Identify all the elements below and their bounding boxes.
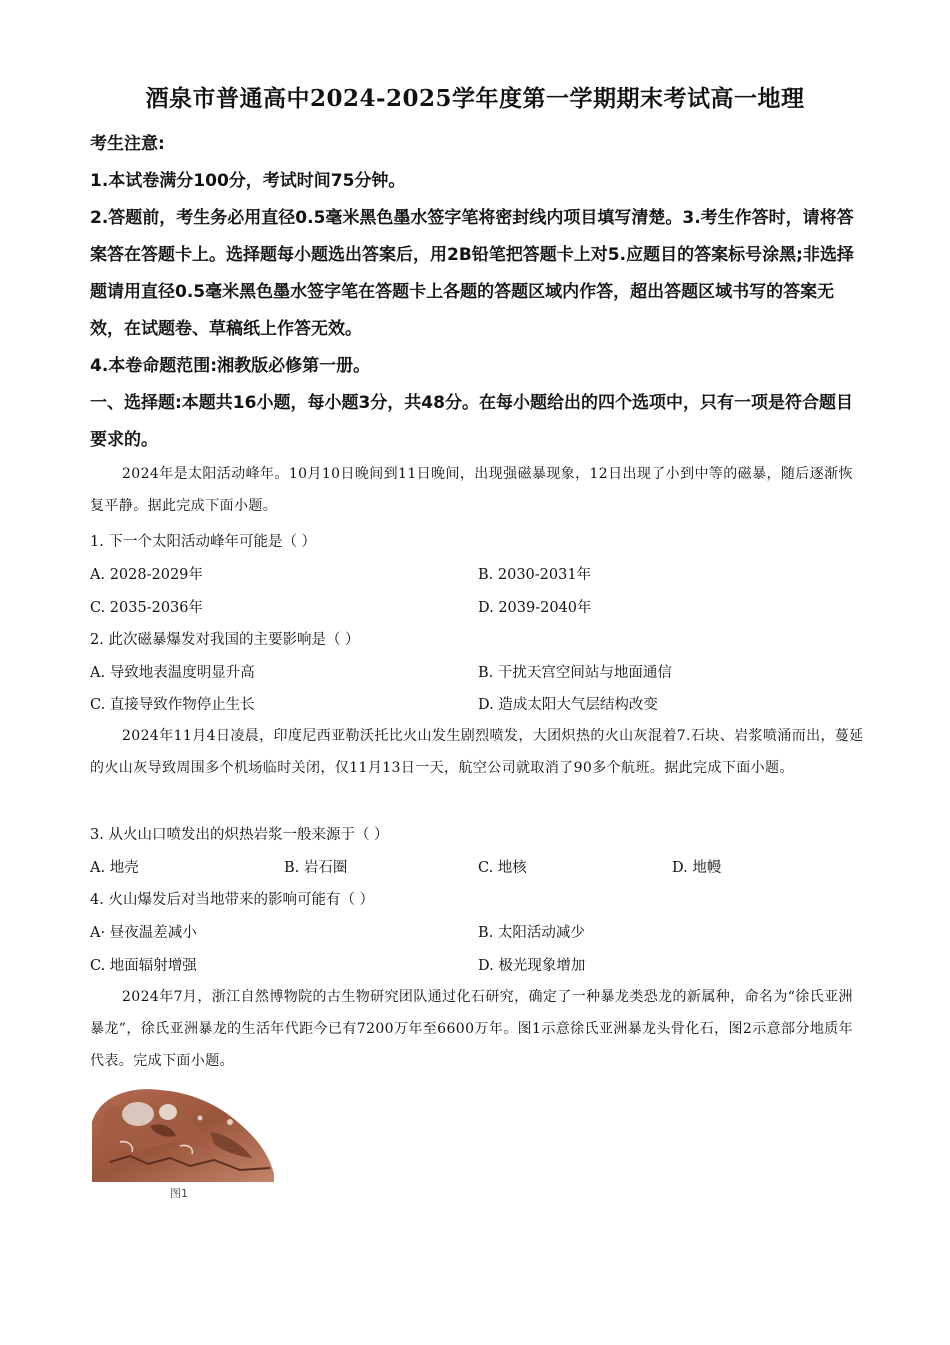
notice-item-2: 2.答题前，考生务必用直径0.5毫米黑色墨水签字笔将密封线内项目填写清楚。3.考生作答时，请将答案答在答题卡上。选择题每小题选出答案后，用2B铅笔把答题卡上对5.应题目的答案标号涂黑;非选择题请用直径0.5毫米黑色墨水签字笔在答题卡上各题的答题区域内作答，超出答题区域书写的答案无效，在试题卷、草稿纸上作答无效。: [90, 208, 854, 339]
passage-2: 2024年11月4日凌晨，印度尼西亚勒沃托比火山发生剧烈喷发，大团炽热的火山灰混着7.石块、岩浆喷涌而出，蔓延的火山灰导致周围多个机场临时关闭，仅11月13日一天，航空公司就取消了90多个航班。据此完成下面小题。: [90, 728, 864, 776]
question-3-option-c: C. 地核: [478, 860, 527, 876]
question-1-option-c: C. 2035-2036年: [90, 600, 203, 616]
question-1-option-b: B. 2030-2031年: [478, 567, 592, 583]
question-3-option-a: A. 地壳: [90, 860, 139, 876]
page-title: 酒泉市普通高中2024-2025学年度第一学期期末考试高一地理: [145, 85, 805, 112]
question-4-option-a: A· 昼夜温差减小: [90, 925, 197, 941]
question-2-option-d: D. 造成太阳大气层结构改变: [478, 697, 658, 713]
question-2-option-c: C. 直接导致作物停止生长: [90, 697, 255, 713]
question-4-stem: 4. 火山爆发后对当地带来的影响可能有（ ）: [90, 892, 375, 908]
section-heading: 一、选择题:本题共16小题，每小题3分，共48分。在每小题给出的四个选项中，只有一项是符合题目要求的。: [90, 393, 853, 450]
question-3-option-d: D. 地幔: [672, 860, 722, 876]
question-4-option-d: D. 极光现象增加: [478, 958, 586, 974]
question-1-option-a: A. 2028-2029年: [90, 567, 203, 583]
question-1-stem: 1. 下一个太阳活动峰年可能是（ ）: [90, 534, 317, 550]
question-1-option-d: D. 2039-2040年: [478, 600, 592, 616]
notice-item-1: 1.本试卷满分100分，考试时间75分钟。: [90, 171, 406, 191]
question-4-option-c: C. 地面辐射增强: [90, 958, 197, 974]
figure-1-caption: 图1: [170, 1187, 188, 1200]
passage-3: 2024年7月，浙江自然博物院的古生物研究团队通过化石研究，确定了一种暴龙类恐龙的新属种，命名为“徐氏亚洲暴龙”，徐氏亚洲暴龙的生活年代距今已有7200万年至6600万年。图1示意徐氏亚洲暴龙头骨化石，图2示意部分地质年代表。完成下面小题。: [90, 989, 854, 1069]
notice-item-4: 4.本卷命题范围:湘教版必修第一册。: [90, 356, 371, 376]
question-3-option-b: B. 岩石圈: [284, 860, 348, 876]
question-2-option-b: B. 干扰天宫空间站与地面通信: [478, 665, 672, 681]
dinosaur-skull-fossil-image: [90, 1082, 276, 1182]
question-2-option-a: A. 导致地表温度明显升高: [90, 665, 255, 681]
question-2-stem: 2. 此次磁暴爆发对我国的主要影响是（ ）: [90, 632, 360, 648]
notice-heading: 考生注意:: [90, 134, 165, 154]
passage-1: 2024年是太阳活动峰年。10月10日晚间到11日晚间，出现强磁暴现象，12日出现了小到中等的磁暴，随后逐渐恢复平静。据此完成下面小题。: [90, 466, 853, 514]
question-3-stem: 3. 从火山口喷发出的炽热岩浆一般来源于（ ）: [90, 827, 389, 843]
question-4-option-b: B. 太阳活动减少: [478, 925, 585, 941]
